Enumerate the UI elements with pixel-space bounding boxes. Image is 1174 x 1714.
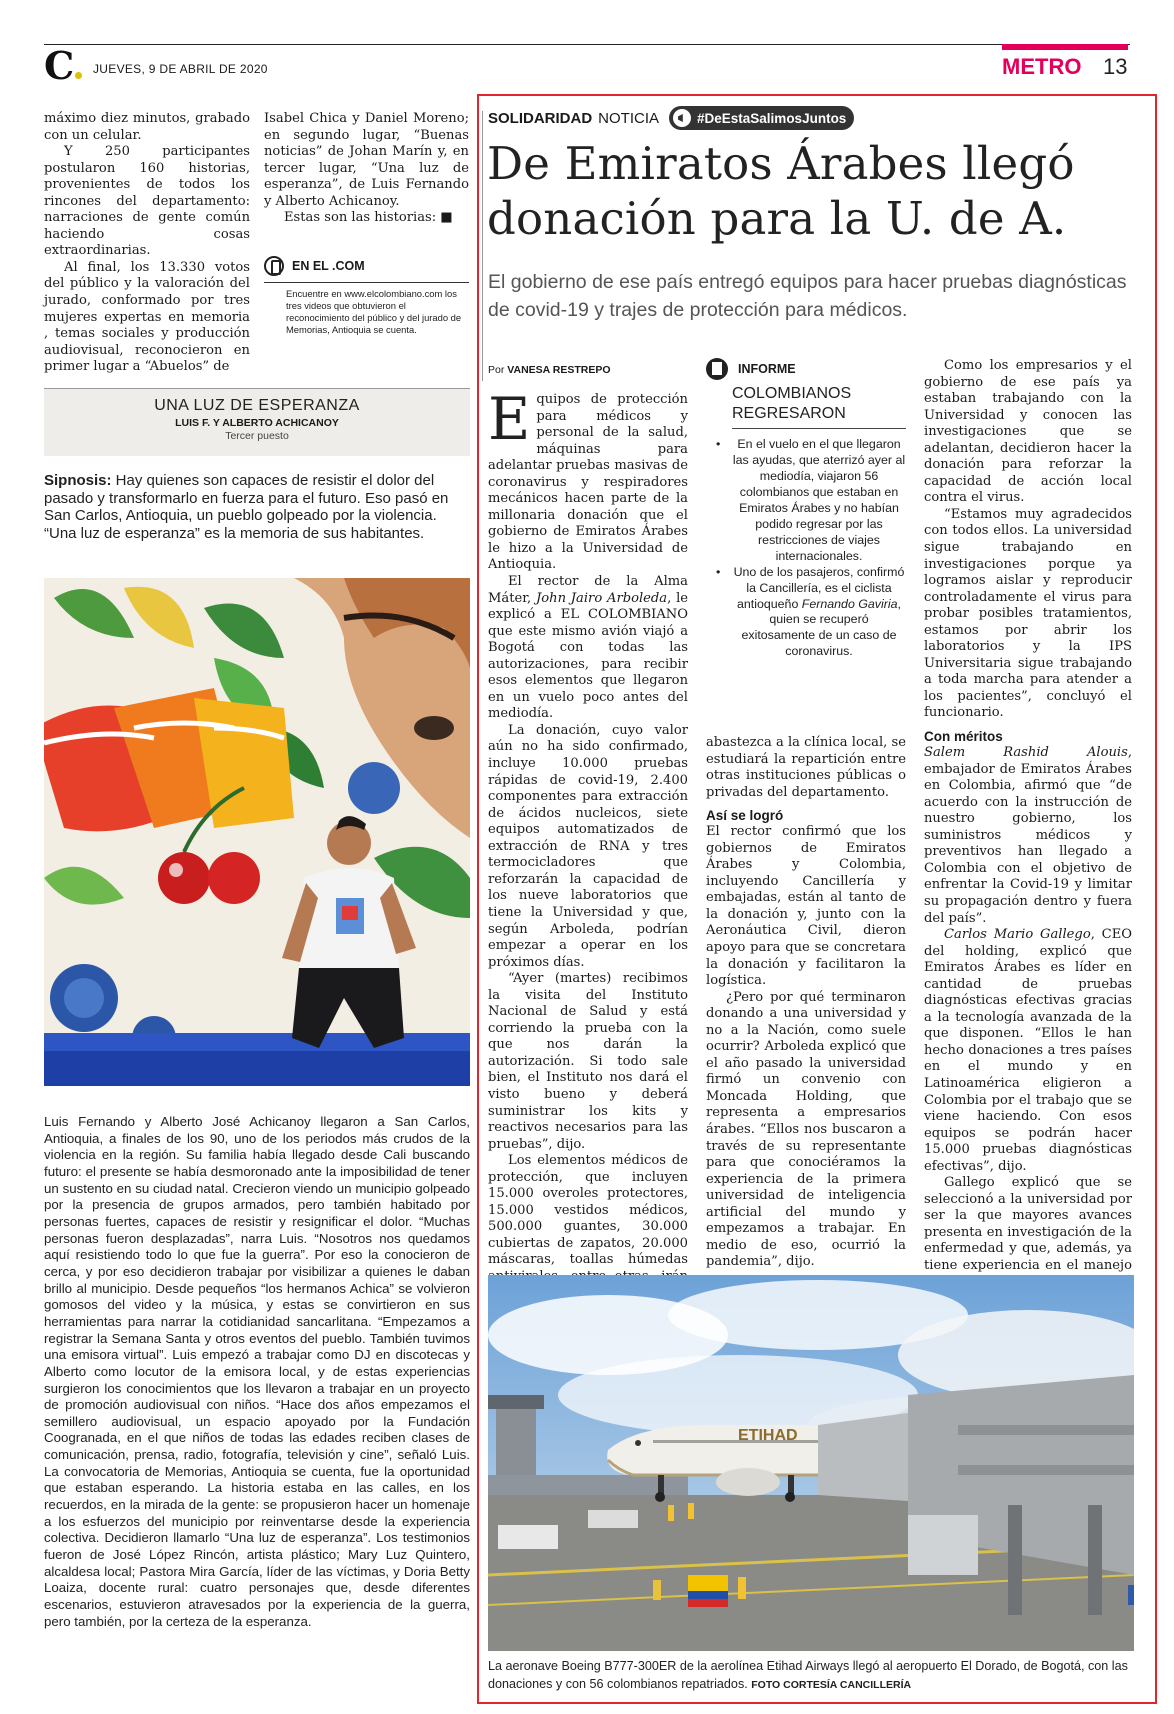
paragraph-text: , CEO del holding, explicó que Emiratos Árabes es líder en cantidad de pruebas diagnósticas efectivas gracias a la tecnología avanzada de la que disponen. “Ellos le han hecho donaciones a tres países en el mundo y en Latinoamérica eligieron a Colombia por el trabajo que se viene haciendo. Con esos equipos se podrán hacer 15.000 pruebas diagnósticas efectivas”, dijo. bbox=[924, 927, 1132, 1174]
byline bbox=[488, 364, 611, 376]
left-top-column-2 bbox=[264, 111, 469, 227]
airport-photo bbox=[488, 1275, 1134, 1651]
el-com-box bbox=[264, 256, 469, 336]
paragraph: Al final, los 13.330 votos del público y la valoración del jurado, conformado por tres mujeres expertas en memoria , temas sociales y producción audiovisual, reconocieron en primer lugar a “Abuelos” de bbox=[44, 259, 250, 375]
mobile-phone-icon bbox=[264, 256, 284, 276]
person-name: Carlos Mario Gallego bbox=[944, 927, 1091, 943]
paragraph-text: , embajador de Emiratos Árabes en Colombia, afirmó que “de acuerdo con la instrucción de nuestro gobierno, los suministros médicos y preventivos han llegado a Colombia con el objetivo de enfrentar la Covid-19 y limitar su propagación dentro y fuera del país”. bbox=[924, 745, 1132, 926]
byline-prefix: Por bbox=[488, 364, 505, 376]
paragraph: Los elementos médicos de protección, que incluyen 15.000 overoles protectores, 15.000 vestidos médicos, 500.000 guantes, 30.000 cubiertas de zapatos, 20.000 máscaras, toallas húmedas bbox=[488, 1153, 688, 1268]
synopsis-label: Sipnosis: bbox=[44, 472, 112, 489]
informe-label: INFORME bbox=[738, 362, 796, 376]
article-deck: El gobierno de ese país entregó equipos para hacer pruebas diagnósticas de covid-19 y trajes de protección para médicos. bbox=[488, 271, 1127, 321]
kicker-type: NOTICIA bbox=[598, 109, 660, 127]
synopsis bbox=[44, 472, 470, 542]
paragraph: máximo diez minutos, grabado con un celular. bbox=[44, 111, 250, 143]
paragraph: Y 250 participantes postularon 160 historias, provenientes de todos los rincones del departamento: narraciones de gente común haciendo cosas extraordinarias. bbox=[44, 144, 250, 259]
campaign-hashtag bbox=[669, 106, 854, 130]
paragraph: abastezca a la clínica local, se estudiará la repartición entre otras instituciones públicas o privadas del departamento. bbox=[706, 735, 906, 800]
left-top-column-1 bbox=[44, 111, 250, 376]
informe-list bbox=[716, 437, 906, 660]
informe-box bbox=[706, 358, 906, 660]
page-number: 13 bbox=[1103, 54, 1128, 79]
paragraph: Isabel Chica y Daniel Moreno; en segundo lugar, “Buenas noticias” de Johan Marín y, en tercer lugar, “Una luz de esperanza”, de Luis Fernando y Alberto Achicanoy. bbox=[264, 111, 469, 209]
story-place: Tercer puesto bbox=[225, 430, 289, 442]
person-name: Salem Rashid Alouis bbox=[924, 745, 1128, 761]
subheading: Con méritos bbox=[924, 729, 1003, 745]
person-name: John Jairo Arboleda bbox=[536, 590, 668, 606]
megaphone-icon bbox=[673, 109, 691, 127]
sidebar-story: Luis Fernando y Alberto José Achicanoy llegaron a San Carlos, Antioquia, a finales de los 90, uno de los periodos más crudos de la violencia en la región. Su familia había llegado desde Cali buscando futuro: el presente se había desmoronado ante la imposibilidad de tener un sustento en su ciudad natal. Crecieron viendo un municipio golpeado por la presencia de grupos armados, pero también habitado por personas fuertes, capaces de resistir y resignificar el dolor. “Muchas personas fueron desplazadas”, narra Luis. “Nosotros nos quedamos aquí resistiendo todo lo que fue la guerra”. Por eso la conocieron de cerca, y por eso decidieron trabajar por visibilizar a quienes le daban brillo al municipio. Desde pequeños “los hermanos Achica” se volvieron gomosos del video y la música, y estas se convirtieron en sus herramientas para narrar la cotidianidad sancarlitana. “Empezamos a registrar la Semana Santa y otros eventos del pueblo. También tuvimos una emisora virtual”. Luis empezó a trabajar como DJ en discotecas y Alberto como locutor de la emisora local, y de estas experiencias surgieron los conocimientos que los llevaron a trabajar en un proyecto de promoción audiovisual con niños. “Hace dos años empezamos el semillero audiovisual, un espacio apoyado por la Fundación Coogranada, en el que niños de todas las edades reciben clases de comunicación, prensa, radio, fotografía, televisión y cine”, señaló Luis. La convocatoria de Memorias, Antioquia se cuenta, fue la oportunidad que estaban esperando. La historia estaba en las calles, en los recuerdos, en la mirada de la gente: se propusieron hacer un homenaje a los esfuerzos del municipio por reinventarse desde la experiencia colectiva. Decidieron llamarlo “Una luz de esperanza”. Los testimonios fueron de José López Rincón, artista plástico; Mary Luz Quintero, alcaldesa local; Pastora Mira García, líder de las víctimas, y Doria Betty Loaiza, docente rural: cuatro personajes que, desde diferentes escenarios, estuvieron atravesados por la experiencia de la guerra, pero también, por la certeza de la esperanza. bbox=[44, 1114, 470, 1629]
hashtag-text: #DeEstaSalimosJuntos bbox=[697, 110, 847, 126]
el-com-text[interactable]: Encuentre en www.elcolombiano.com los tres videos que obtuvieron el reconocimiento del público y del jurado de Memorias, Antioquia se cuenta. bbox=[286, 288, 462, 335]
photo-credit: FOTO CORTESÍA CANCILLERÍA bbox=[751, 1678, 912, 1691]
list-item bbox=[716, 565, 906, 661]
kicker-section: SOLIDARIDAD bbox=[488, 109, 593, 127]
paragraph bbox=[924, 745, 1132, 927]
story-title-box bbox=[44, 388, 470, 456]
paragraph: Estas son las historias: ■ bbox=[284, 210, 453, 226]
paragraph bbox=[488, 385, 688, 574]
byline-author: VANESA RESTREPO bbox=[507, 364, 611, 376]
list-text: Uno de los pasajeros, confirmó la Cancillería, es el ciclista antioqueño bbox=[733, 564, 905, 611]
mural-photo bbox=[44, 578, 470, 1086]
newspaper-logo: C bbox=[44, 46, 82, 86]
subheading: Así se logró bbox=[706, 808, 784, 824]
paragraph bbox=[924, 927, 1132, 1175]
divider bbox=[732, 428, 906, 429]
story-authors: LUIS F. Y ALBERTO ACHICANOY bbox=[175, 417, 339, 429]
edition-date: JUEVES, 9 DE ABRIL DE 2020 bbox=[93, 62, 268, 76]
paragraph: “Estamos muy agradecidos con todos ellos. La universidad sigue trabajando en investigaciones porque ya logramos aislar y reproducir controladamente el virus para probar posibles tratamientos, estamos por abrir los laboratorios y la IPS Universitaria sigue trabajando a toda marcha para atender a los pacientes”, concluyó el funcionario. bbox=[924, 506, 1132, 721]
article-column-1 bbox=[488, 385, 689, 1335]
list-item: • En el vuelo en el que llegaron las ayudas, que aterrizó ayer al mediodía, viajaron 56 colombianos que estaban en Emiratos Árabes y no habían podido regresar por las restricciones de viajes internacionales. bbox=[716, 437, 906, 565]
logo-dot-icon bbox=[75, 72, 82, 79]
header-rule bbox=[44, 44, 1130, 45]
drop-cap: E bbox=[488, 385, 531, 453]
paragraph: El rector confirmó que los gobiernos de Emiratos Árabes y Colombia, incluyendo Cancillería y embajadas, están al tanto de la donación y, junto con la Aeronáutica Civil, dieron apoyo para que se concretara la donación y facilitaron la logística. bbox=[706, 824, 906, 989]
divider bbox=[264, 282, 469, 283]
paragraph-text: El rector de la Alma Máter, bbox=[488, 574, 688, 606]
section-accent-bar bbox=[1002, 44, 1128, 50]
person-name: Fernando Gaviria bbox=[801, 596, 898, 611]
story-title: UNA LUZ DE ESPERANZA bbox=[154, 397, 360, 414]
mural-illustration bbox=[44, 578, 470, 1086]
article-headline: De Emiratos Árabes llegó donación para la U. de A. bbox=[487, 137, 1075, 245]
caption-text: La aeronave Boeing B777-300ER de la aerolínea Etihad Airways llegó al aeropuerto El Dorado, de Bogotá, con las donaciones y con 56 colombianos repatriados. bbox=[488, 1659, 1128, 1691]
list-text: , quien se recuperó exitosamente de un caso de coronavirus. bbox=[741, 596, 901, 659]
photo-caption bbox=[488, 1658, 1134, 1694]
section-name: METRO bbox=[1002, 54, 1082, 79]
airline-livery: ETIHAD bbox=[738, 1427, 798, 1444]
paragraph: “Ayer (martes) recibimos la visita del Instituto Nacional de Salud y está corriendo la prueba con la que nos darán la autorización. Si todo sale bien, el Instituto nos dará el visto bueno y deberá suministrar los kits y reactivos necesarios para las pruebas”, dijo. bbox=[488, 971, 688, 1152]
paragraph bbox=[488, 574, 688, 723]
airplane-illustration bbox=[488, 1275, 1134, 1651]
paragraph: Gallego explicó que se seleccionó a la universidad por ser la que mayores avances presenta en investigación de la enfermedad y que, además, ya tiene experiencia en el manejo bbox=[924, 1175, 1132, 1273]
paragraph: Como los empresarios y el gobierno de ese país ya estaban trabajando con la Universidad y conocen las investigaciones que se adelantan, decidieron hacer la donación para reforzar la capacidad de acción local contra el virus. bbox=[924, 358, 1132, 506]
el-com-label: EN EL .COM bbox=[292, 259, 365, 273]
paragraph: ¿Pero por qué terminaron donando a una universidad y no a la Nación, como suele ocurrir? Arboleda explicó que el año pasado la universidad firmó un convenio con Moncada Holding, que representa a empresarios árabes. “Ellos nos buscaron a través de su representante para que conociéramos la experiencia de la primera universidad de inteligencia artificial del mundo y empezamos a trabajar. En medio de eso, ocurrió la pandemia”, dijo. bbox=[706, 989, 906, 1270]
paragraph-text: , le explicó a EL COLOMBIANO que este mismo avión viajó a Bogotá con todas las autorizaciones, para recibir esos elementos que llegaron en un vuelo poco antes del mediodía. bbox=[488, 590, 689, 722]
article-column-3 bbox=[924, 358, 1132, 1308]
synopsis-text: Hay quienes son capaces de resistir el dolor del pasado y transformarlo en fuerza para el futuro. Eso pasó en San Carlos, Antioquia, un pueblo golpeado por la violencia. “Una luz de esperanza” es la memoria de sus habitantes. bbox=[44, 472, 449, 542]
article-column-2 bbox=[706, 735, 906, 1271]
document-icon bbox=[706, 358, 728, 380]
informe-title: COLOMBIANOS REGRESARON bbox=[732, 385, 852, 422]
article-kicker bbox=[488, 106, 854, 130]
paragraph: La donación, cuyo valor aún no ha sido confirmado, incluye 10.000 pruebas rápidas de covid-19, 2.400 componentes para extracción de ácidos nucleicos, siete equipos automatizados de extracción de RNA y tres termocicladores que reforzarán la capacidad de los nueve laboratorios que tiene la Universidad y que, según Arboleda, podrían empezar a operar en los próximos días. bbox=[488, 722, 688, 970]
paragraph-text: quipos de protección para médicos y personal de la salud, máquinas para adelantar pruebas masivas de coronavirus y respiradores mecánicos hacen parte de la millonaria donación que el gobierno de Emiratos Árabes le hizo a la Universidad de Antioquia. bbox=[488, 392, 688, 573]
